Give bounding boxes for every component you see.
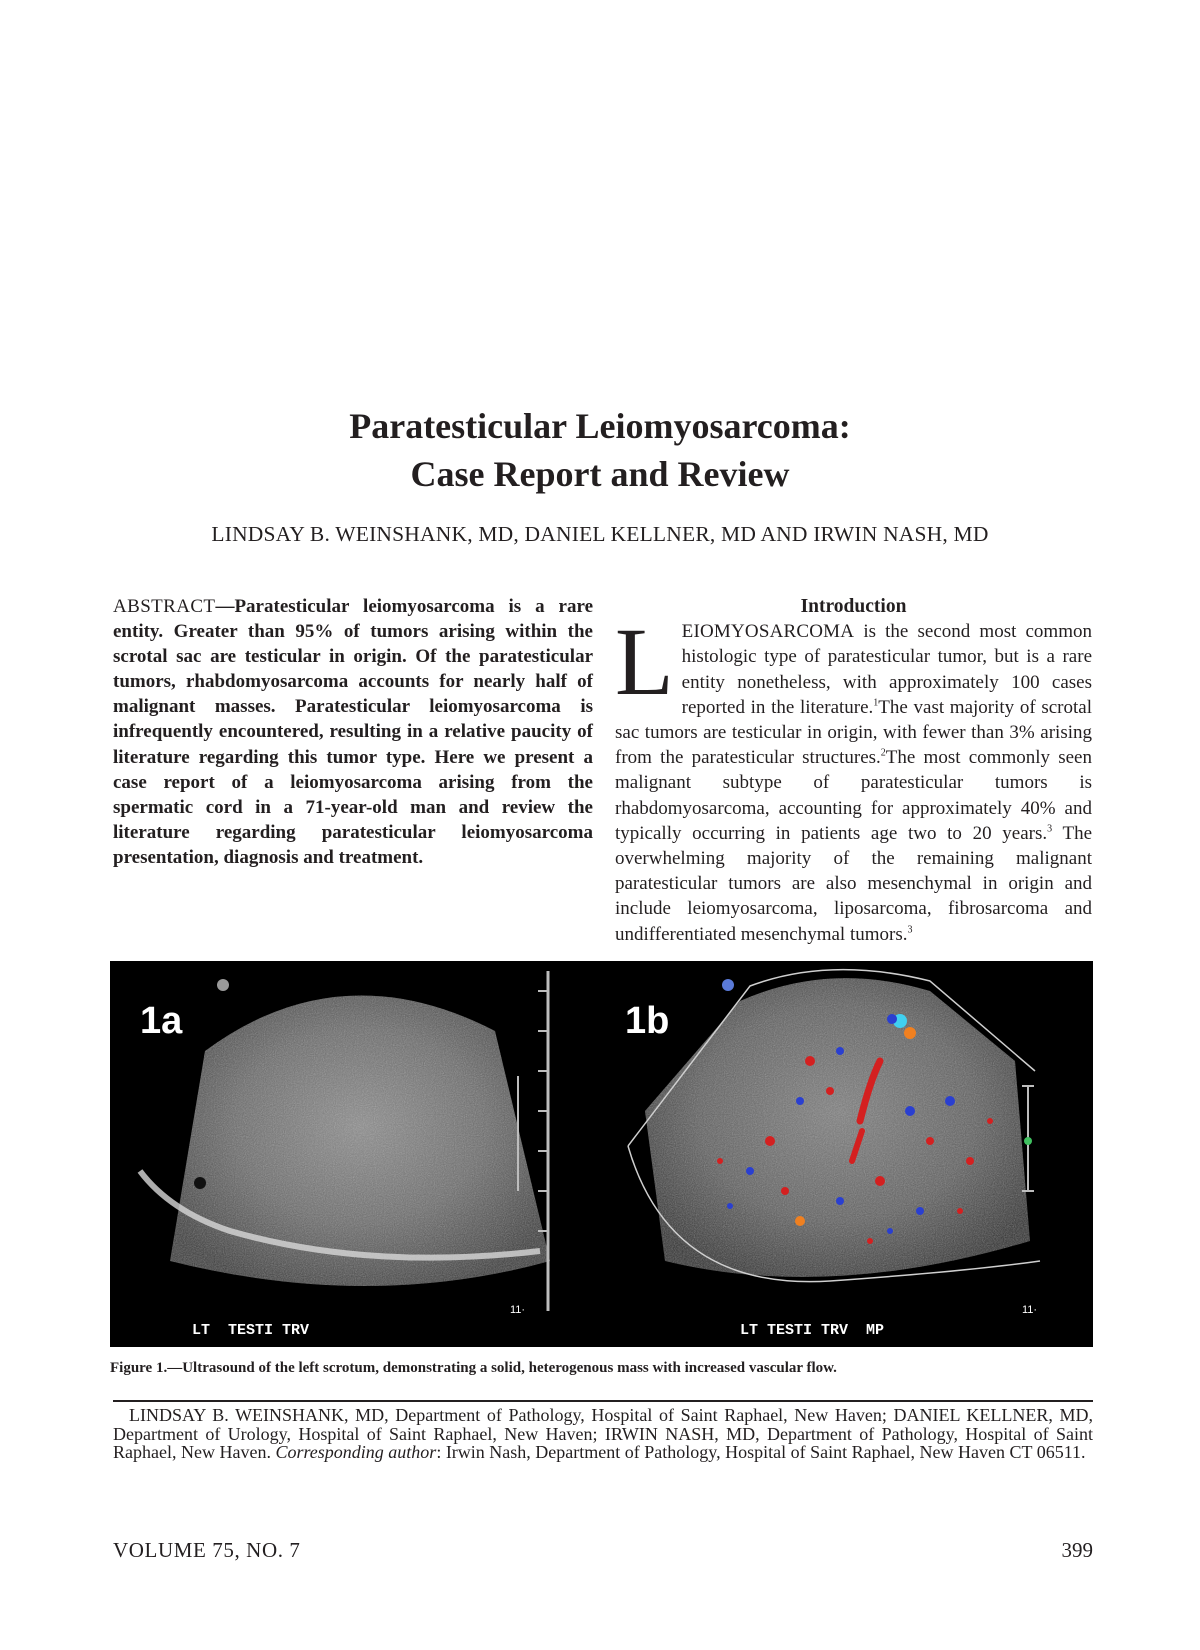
panel-a-depth: 11· [510, 1304, 526, 1316]
panel-b-probe-marker [722, 979, 734, 991]
article-title [0, 402, 1200, 498]
title-line-2: Case Report and Review [410, 454, 790, 494]
panel-b-marker [1024, 1137, 1032, 1145]
intro-seg2: The vast majority of scrotal sac tumors are testicular in origin, with fewer than 3% arising from the paratesticular structures. [615, 696, 1093, 769]
panel-a-probe-marker [217, 979, 229, 991]
panel-b-depth: 11· [1022, 1304, 1038, 1316]
ref-4: 3 [907, 924, 913, 936]
author-line: LINDSAY B. WEINSHANK, MD, DANIEL KELLNER, MD AND IRWIN NASH, MD [211, 522, 989, 546]
ref-2: 2 [880, 747, 886, 759]
figure-caption: Figure 1.—Ultrasound of the left scrotum, demonstrating a solid, heterogenous mass with increased vascular flow. [110, 1360, 837, 1376]
introduction-heading: Introduction [800, 596, 907, 617]
panel-1a [140, 961, 570, 1347]
panel-b-annotation: LT TESTI TRV MP [740, 1322, 885, 1339]
ultrasound-image [110, 961, 1093, 1347]
ref-3: 3 [1047, 823, 1053, 835]
panel-a-annotation: LT TESTI TRV [192, 1322, 310, 1339]
introduction-text [615, 608, 1093, 947]
ultrasound-figure [110, 961, 1093, 1347]
intro-seg4: The overwhelming majority of the remaining malignant paratesticular tumors are also mesenchymal in origin and include leiomyosarcoma, liposarcoma, fibrosarcoma and undifferentiated mesenchymal tumors. [615, 822, 1093, 945]
corresponding-author-label: Corresponding author [275, 1442, 437, 1462]
affiliation-text-2: : Irwin Nash, Department of Pathology, Hospital of Saint Raphael, New Haven CT 06511. [436, 1442, 1086, 1462]
introduction-section [615, 594, 1092, 947]
intro-seg3: The most commonly seen malignant subtype of paratesticular tumors is rhabdomyosarcoma, accounting for approximately 40% and typically occurring in patients age two to 20 years. [615, 747, 1092, 844]
title-line-1: Paratesticular Leiomyosarcoma: [349, 406, 851, 446]
author-affiliations [113, 1406, 1093, 1462]
intro-seg1: is the second most common histologic type of paratesticular tumor, but is a rare entity nonetheless, with approximately 100 cases reported in the literature. [681, 621, 1092, 718]
panel-b-label: 1b [625, 1000, 670, 1042]
footnote-divider [113, 1400, 1093, 1402]
affiliation-text-1: LINDSAY B. WEINSHANK, MD, Department of Pathology, Hospital of Saint Raphael, New Haven; DANIEL KELLNER, MD, Department of Urology, Hospital of Saint Raphael, New Haven; IRWIN NASH, MD, Department of Pathology, Hospital of Saint Raphael, New Haven. [113, 1405, 1093, 1462]
panel-a-label: 1a [140, 1000, 183, 1042]
panel-a-speckle [150, 961, 570, 1347]
panel-1b [610, 961, 1050, 1347]
intro-caps: EIOMYOSARCOMA [681, 621, 855, 643]
volume-info: VOLUME 75, NO. 7 [113, 1538, 301, 1562]
abstract-text: —Paratesticular leiomyosarcoma is a rare entity. Greater than 95% of tumors arising within the scrotal sac are testicular in origin. Of the paratesticular tumors, rhabdomyosarcoma accounts for nearly half of malignant masses. Paratesticular leiomyosarcoma is infrequently encountered, resulting in a relative paucity of literature regarding this tumor type. Here we present a case report of a leiomyosarcoma arising from the spermatic cord in a 71-year-old man and review the literature regarding paratesticular leiomyosarcoma presentation, diagnosis and treatment. [113, 596, 593, 868]
drop-cap: L [615, 608, 674, 716]
ref-1: 1 [873, 697, 879, 709]
panel-b-speckle [610, 961, 1050, 1347]
abstract-label: ABSTRACT [113, 596, 216, 617]
page-number: 399 [1061, 1538, 1093, 1562]
panel-a-hypoechoic-spot [194, 1177, 206, 1189]
abstract [113, 594, 593, 870]
